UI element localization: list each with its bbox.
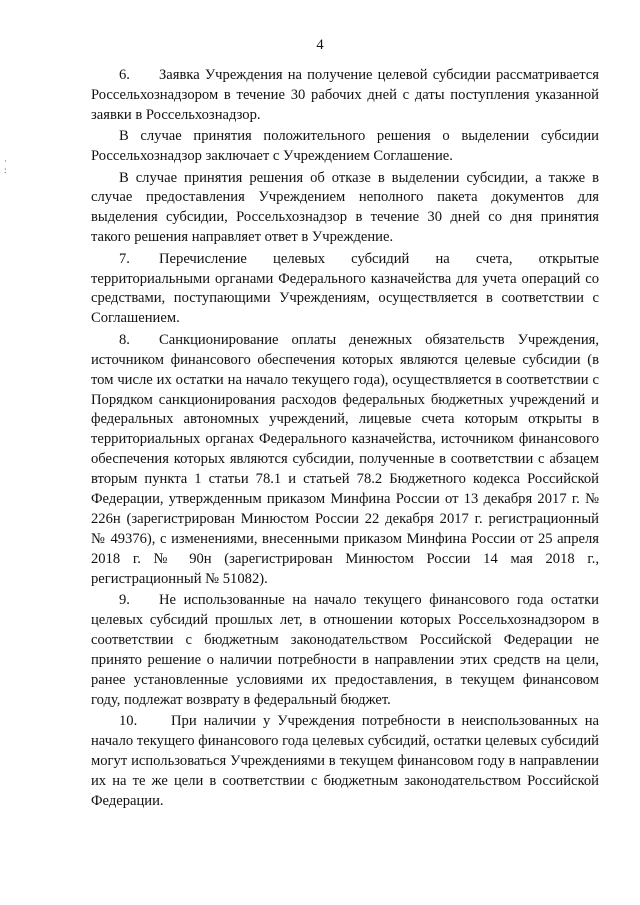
paragraph-6 — [91, 66, 599, 126]
paragraph-text: Не использованные на начало текущего финансового года остатки целевых субсидий прошлых лет, в отношении которых Россельхознадзором в соответствии с бюджетным законодательством Российской Федерации не принято решение о наличии потребности в направлении этих средств на цели, ранее установленные условиями их предоставления, в текущем финансовом году, подлежат возврату в федеральный бюджет. — [91, 592, 599, 708]
paragraph-9 — [91, 591, 599, 710]
paragraph-text: При наличии у Учреждения потребности в неиспользованных на начало текущего финансового года целевых субсидий, остатки целевых субсидий могут использоваться Учреждениями в текущем финансовом году в направлении их на те же цели в соответствии с бюджетным законодательством Российской Федерации. — [91, 713, 599, 809]
page-number: 4 — [316, 37, 324, 53]
paragraph-6-positive-decision — [91, 127, 599, 167]
margin-scan-mark: · : — [4, 156, 7, 175]
paragraph-text: Перечисление целевых субсидий на счета, открытые территориальными органами Федерального казначейства для учета операций со средствами, поступающими Учреждениям, осуществляется в соответствии с Соглашением. — [91, 250, 599, 327]
paragraph-number: 10. — [119, 713, 138, 729]
paragraph-number: 7. — [119, 250, 130, 267]
paragraph-8 — [91, 331, 599, 590]
paragraph-number: 9. — [119, 592, 130, 609]
paragraph-text: Заявка Учреждения на получение целевой субсидии рассматривается Россельхознадзором в течение 30 рабочих дней с даты поступления указанной заявки в Россельхознадзор. — [91, 67, 599, 123]
paragraph-6-refusal — [91, 169, 599, 249]
paragraph-text: В случае принятия решения об отказе в выделении субсидии, а также в случае предоставления Учреждением неполного пакета документов для выделения субсидии, Россельхознадзор в течение 30 дней со дня принятия такого решения направляет ответ в Учреждение. — [91, 169, 599, 246]
paragraph-7 — [91, 250, 599, 330]
paragraph-text: Санкционирование оплаты денежных обязательств Учреждения, источником финансового обеспечения которых являются целевые субсидии (в том числе их остатки на начало текущего года), осуществляется в соответствии с Порядком санкционирования расходов федеральных бюджетных учреждений и федеральных автономных учреждений, лицевые счета которым открыты в территориальных органах Федерального казначейства, источником финансового обеспечения которых являются субсидии, полученные в соответствии с абзацем вторым пункта 1 статьи 78.1 и статьей 78.2 Бюджетного кодекса Российской Федерации, утвержденным приказом Минфина России от 13 декабря 2017 г. № 226н (зарегистрирован Минюстом России 22 декабря 2017 г. регистрационный № 49376), с изменениями, внесенными приказом Минфина России от 25 апреля 2018 г. № 90н (зарегистрирован Минюстом России 14 мая 2018 г., регистрационный № 51082). — [91, 331, 599, 587]
paragraph-number: 6. — [119, 67, 130, 83]
paragraph-text: В случае принятия положительного решения о выделении субсидии Россельхознадзор заключает с Учреждением Соглашение. — [91, 128, 599, 165]
paragraph-10 — [91, 712, 599, 812]
document-body — [91, 66, 599, 813]
paragraph-number: 8. — [119, 331, 130, 348]
